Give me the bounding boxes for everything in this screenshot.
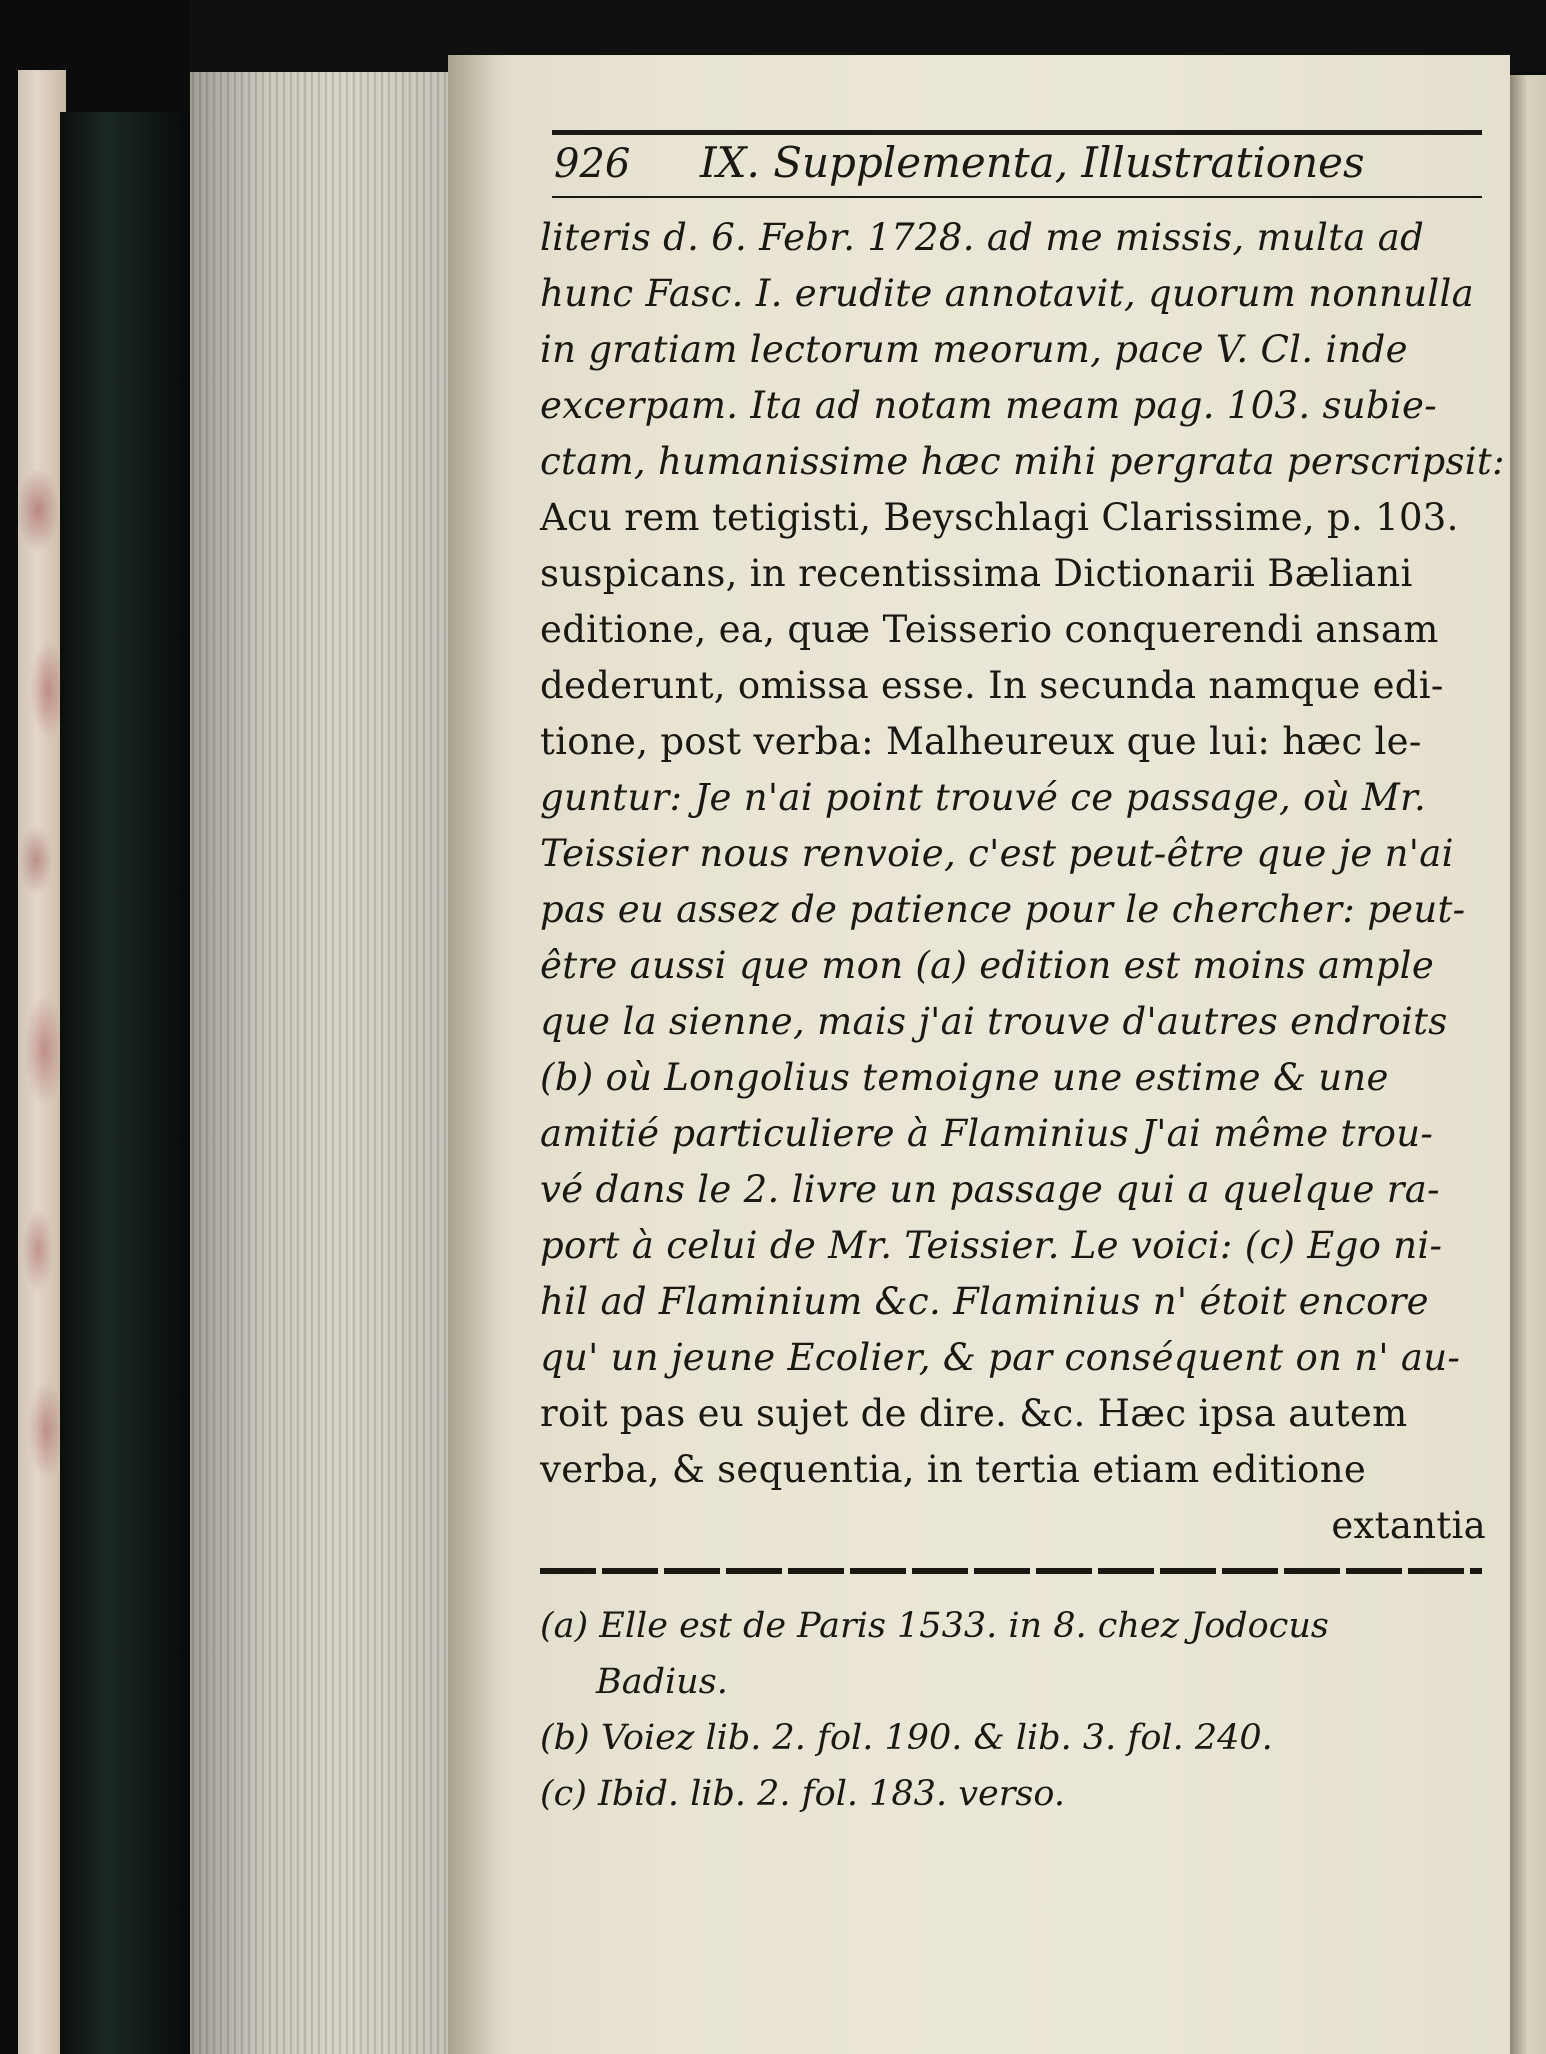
head-rule-top <box>552 130 1482 135</box>
text-line: vé dans le 2. livre un passage qui a quelque ra- <box>540 1168 1440 1211</box>
footnote-b: (b) Voiez lib. 2. fol. 190. & lib. 3. fol. 240. <box>540 1718 1273 1758</box>
marbled-cover-pattern <box>18 430 64 1530</box>
text-line: être aussi que mon (a) edition est moins ample <box>540 944 1435 987</box>
text-line: que la sienne, mais j'ai trouve d'autres endroits <box>540 1000 1448 1043</box>
text-line: (b) où Longolius temoigne une estime & une <box>540 1056 1389 1099</box>
text-line: pas eu assez de patience pour le chercher: peut- <box>540 888 1466 931</box>
page-number: 926 <box>554 141 631 187</box>
text-line: roit pas eu sujet de dire. &c. Hæc ipsa autem <box>540 1392 1408 1435</box>
text-line: port à celui de Mr. Teissier. Le voici: (c) Ego ni- <box>540 1224 1443 1267</box>
text-line: dederunt, omissa esse. In secunda namque edi- <box>540 664 1444 707</box>
text-line: amitié particuliere à Flaminius J'ai même trou- <box>540 1112 1434 1155</box>
text-line: hunc Fasc. I. erudite annotavit, quorum nonnulla <box>540 272 1474 315</box>
book-spine <box>60 112 190 2054</box>
page-edges-shadow <box>190 72 450 2054</box>
catchword: extantia <box>1331 1504 1486 1547</box>
text-line: verba, & sequentia, in tertia etiam editione <box>540 1448 1367 1491</box>
footnote-c: (c) Ibid. lib. 2. fol. 183. verso. <box>540 1774 1065 1814</box>
text-line: Teissier nous renvoie, c'est peut-être que je n'ai <box>540 832 1454 875</box>
text-line: excerpam. Ita ad notam meam pag. 103. subie- <box>540 384 1438 427</box>
head-rule-bottom <box>552 196 1482 198</box>
facing-page-edge <box>1510 75 1546 2054</box>
text-line: ctam, humanissime hæc mihi pergrata perscripsit: <box>540 440 1505 483</box>
running-title: IX. Supplementa, Illustrationes <box>700 138 1365 187</box>
text-line: in gratiam lectorum meorum, pace V. Cl. inde <box>540 328 1408 371</box>
text-line: literis d. 6. Febr. 1728. ad me missis, multa ad <box>540 216 1425 259</box>
text-line: Acu rem tetigisti, Beyschlagi Clarissime, p. 103. <box>540 496 1459 539</box>
text-line: hil ad Flaminium &c. Flaminius n' étoit encore <box>540 1280 1429 1323</box>
footnotes <box>540 1598 1486 1822</box>
text-line: suspicans, in recentissima Dictionarii Bæliani <box>540 552 1413 595</box>
text-line: editione, ea, quæ Teisserio conquerendi ansam <box>540 608 1439 651</box>
running-head <box>552 130 1482 202</box>
body-text <box>540 210 1505 1554</box>
text-line: qu' un jeune Ecolier, & par conséquent on n' au- <box>540 1336 1461 1379</box>
footnote-a: (a) Elle est de Paris 1533. in 8. chez Jodocus <box>540 1606 1329 1646</box>
footnote-separator <box>540 1568 1482 1574</box>
text-line: guntur: Je n'ai point trouvé ce passage, où Mr. <box>540 776 1427 819</box>
text-line: tione, post verba: Malheureux que lui: hæc le- <box>540 720 1422 763</box>
footnote-a-continuation: Badius. <box>596 1662 728 1702</box>
page-gutter-shadow <box>448 55 508 2054</box>
